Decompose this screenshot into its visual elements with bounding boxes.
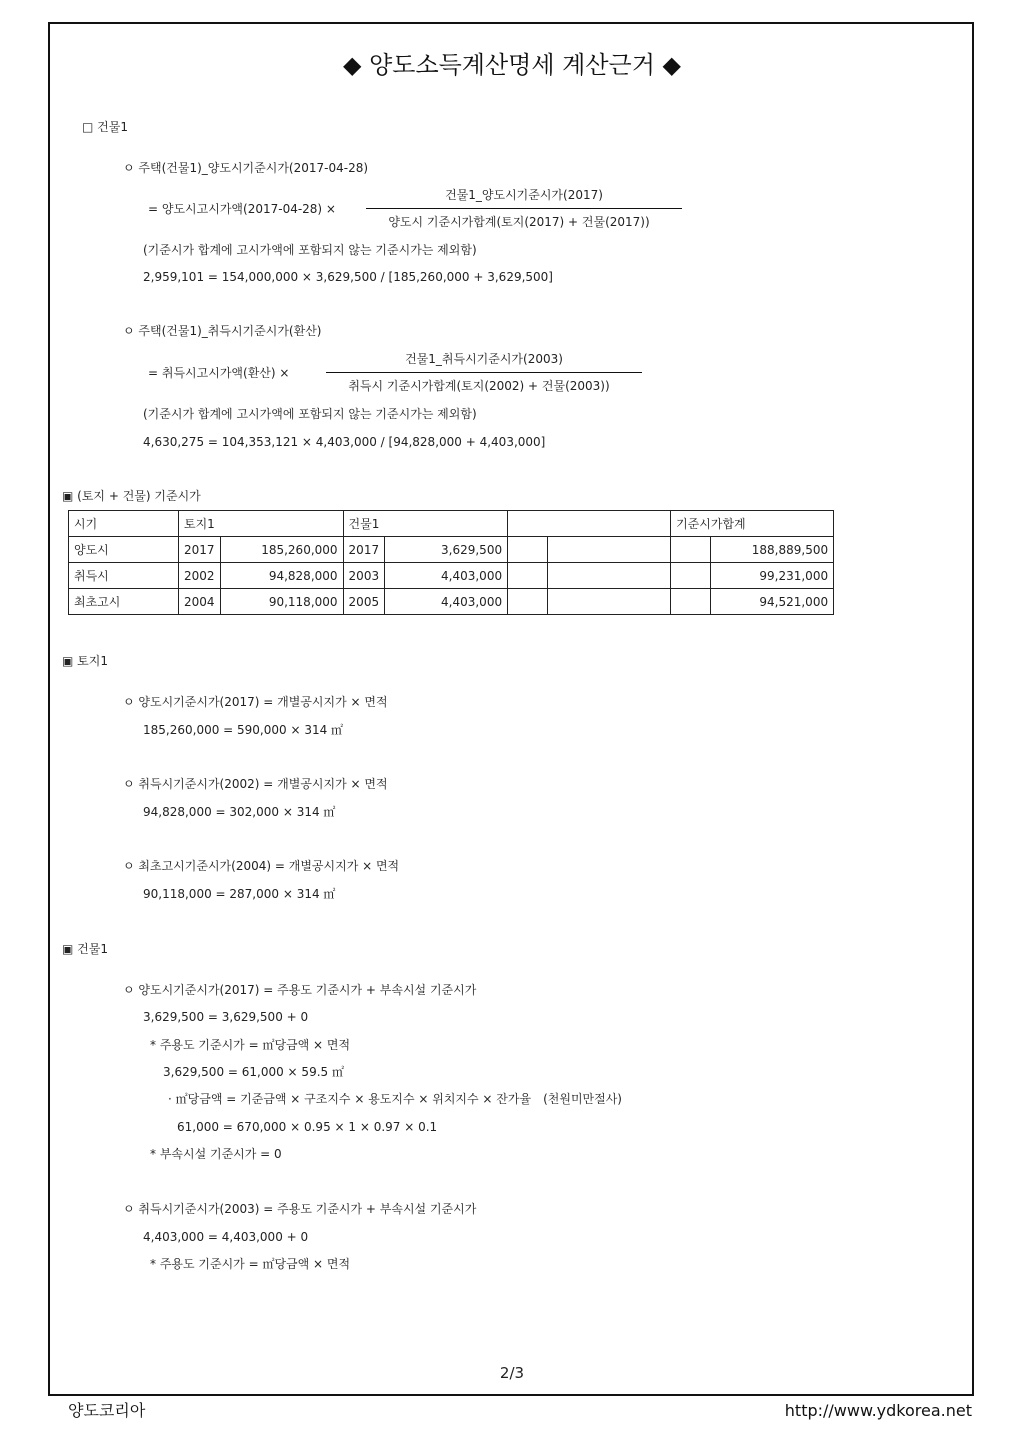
table-row xyxy=(69,563,834,589)
building-transfer-label: ㅇ 양도시기준시가(2017) = 주용도 기준시가 + 부속시설 기준시가 xyxy=(123,983,477,997)
table-cell: 2003 xyxy=(343,563,385,589)
land-item-label: ㅇ 최초고시기준시가(2004) = 개별공시지가 × 면적 xyxy=(123,859,400,873)
acquisition-formula-lhs: = 취득시고시가액(환산) × xyxy=(148,366,290,380)
transfer-denominator: 양도시 기준시가합계(토지(2017) + 건물(2017)) xyxy=(388,215,650,229)
section-heading-land: ▣ 토지1 xyxy=(62,654,108,668)
section-heading-standard-price: ▣ (토지 + 건물) 기준시가 xyxy=(62,489,201,503)
page-title: ◆ 양도소득계산명세 계산근거 ◆ xyxy=(342,51,681,79)
transfer-note: (기준시가 합계에 고시가액에 포함되지 않는 기준시가는 제외함) xyxy=(143,243,477,257)
table-cell: 90,118,000 xyxy=(220,589,343,615)
footer-url[interactable]: http://www.ydkorea.net xyxy=(784,1401,972,1420)
table-cell xyxy=(671,589,711,615)
footer-brand: 양도코리아 xyxy=(68,1401,146,1420)
table-header-cell: 시기 xyxy=(69,511,179,537)
table-cell: 4,403,000 xyxy=(385,563,508,589)
transfer-fraction-line xyxy=(366,208,682,209)
transfer-formula-lhs: = 양도시고시가액(2017-04-28) × xyxy=(148,202,336,216)
land-item-label: ㅇ 양도시기준시가(2017) = 개별공시지가 × 면적 xyxy=(123,695,388,709)
table-cell xyxy=(671,537,711,563)
table-cell: 취득시 xyxy=(69,563,179,589)
building-transfer-main-label: * 주용도 기준시가 = ㎡당금액 × 면적 xyxy=(150,1038,351,1052)
table-header-cell xyxy=(508,511,671,537)
building-acquisition-calc: 4,403,000 = 4,403,000 + 0 xyxy=(143,1230,309,1244)
section-heading-building1: ▣ 건물1 xyxy=(62,942,108,956)
table-cell xyxy=(548,563,671,589)
transfer-numerator: 건물1_양도시기준시가(2017) xyxy=(445,188,603,202)
acquisition-note: (기준시가 합계에 고시가액에 포함되지 않는 기준시가는 제외함) xyxy=(143,407,477,421)
table-cell: 94,828,000 xyxy=(220,563,343,589)
table-cell: 185,260,000 xyxy=(220,537,343,563)
land-item-calc: 185,260,000 = 590,000 × 314 ㎡ xyxy=(143,723,344,737)
table-cell: 2017 xyxy=(343,537,385,563)
table-cell: 3,629,500 xyxy=(385,537,508,563)
table-cell: 99,231,000 xyxy=(711,563,834,589)
acquisition-formula-label: ㅇ 주택(건물1)_취득시기준시가(환산) xyxy=(123,324,322,338)
table-cell: 94,521,000 xyxy=(711,589,834,615)
table-cell: 2002 xyxy=(179,563,221,589)
table-cell: 2017 xyxy=(179,537,221,563)
standard-price-table xyxy=(68,510,834,615)
table-cell xyxy=(671,563,711,589)
building-transfer-main-calc: 3,629,500 = 61,000 × 59.5 ㎡ xyxy=(163,1065,344,1079)
table-cell: 2005 xyxy=(343,589,385,615)
acquisition-fraction-line xyxy=(326,372,642,373)
building-transfer-annex: * 부속시설 기준시가 = 0 xyxy=(150,1147,282,1161)
table-cell xyxy=(508,537,548,563)
transfer-formula-label: ㅇ 주택(건물1)_양도시기준시가(2017-04-28) xyxy=(123,161,369,175)
acquisition-numerator: 건물1_취득시기준시가(2003) xyxy=(405,352,563,366)
table-cell: 4,403,000 xyxy=(385,589,508,615)
table-cell xyxy=(548,537,671,563)
table-cell xyxy=(508,589,548,615)
acquisition-denominator: 취득시 기준시가합계(토지(2002) + 건물(2003)) xyxy=(348,379,610,393)
page-number: 2/3 xyxy=(499,1364,525,1382)
section-heading-building: □ 건물1 xyxy=(82,120,128,134)
table-row xyxy=(69,537,834,563)
table-cell xyxy=(548,589,671,615)
land-item-calc: 94,828,000 = 302,000 × 314 ㎡ xyxy=(143,805,336,819)
building-transfer-unit-label: · ㎡당금액 = 기준금액 × 구조지수 × 용도지수 × 위치지수 × 잔가율 (천원미만절사) xyxy=(168,1092,622,1106)
table-row xyxy=(69,589,834,615)
table-cell: 양도시 xyxy=(69,537,179,563)
building-transfer-unit-calc: 61,000 = 670,000 × 0.95 × 1 × 0.97 × 0.1 xyxy=(177,1120,438,1134)
table-cell: 188,889,500 xyxy=(711,537,834,563)
building-acquisition-label: ㅇ 취득시기준시가(2003) = 주용도 기준시가 + 부속시설 기준시가 xyxy=(123,1202,477,1216)
transfer-calc: 2,959,101 = 154,000,000 × 3,629,500 / [185,260,000 + 3,629,500] xyxy=(143,270,553,284)
table-cell: 최초고시 xyxy=(69,589,179,615)
building-acquisition-main-label: * 주용도 기준시가 = ㎡당금액 × 면적 xyxy=(150,1257,351,1271)
table-header-row xyxy=(69,511,834,537)
land-item-label: ㅇ 취득시기준시가(2002) = 개별공시지가 × 면적 xyxy=(123,777,388,791)
building-transfer-calc: 3,629,500 = 3,629,500 + 0 xyxy=(143,1010,309,1024)
land-item-calc: 90,118,000 = 287,000 × 314 ㎡ xyxy=(143,887,336,901)
table-cell: 2004 xyxy=(179,589,221,615)
table-header-cell: 토지1 xyxy=(179,511,344,537)
acquisition-calc: 4,630,275 = 104,353,121 × 4,403,000 / [94,828,000 + 4,403,000] xyxy=(143,435,546,449)
table-header-cell: 건물1 xyxy=(343,511,508,537)
table-cell xyxy=(508,563,548,589)
table-header-cell: 기준시가합계 xyxy=(671,511,834,537)
